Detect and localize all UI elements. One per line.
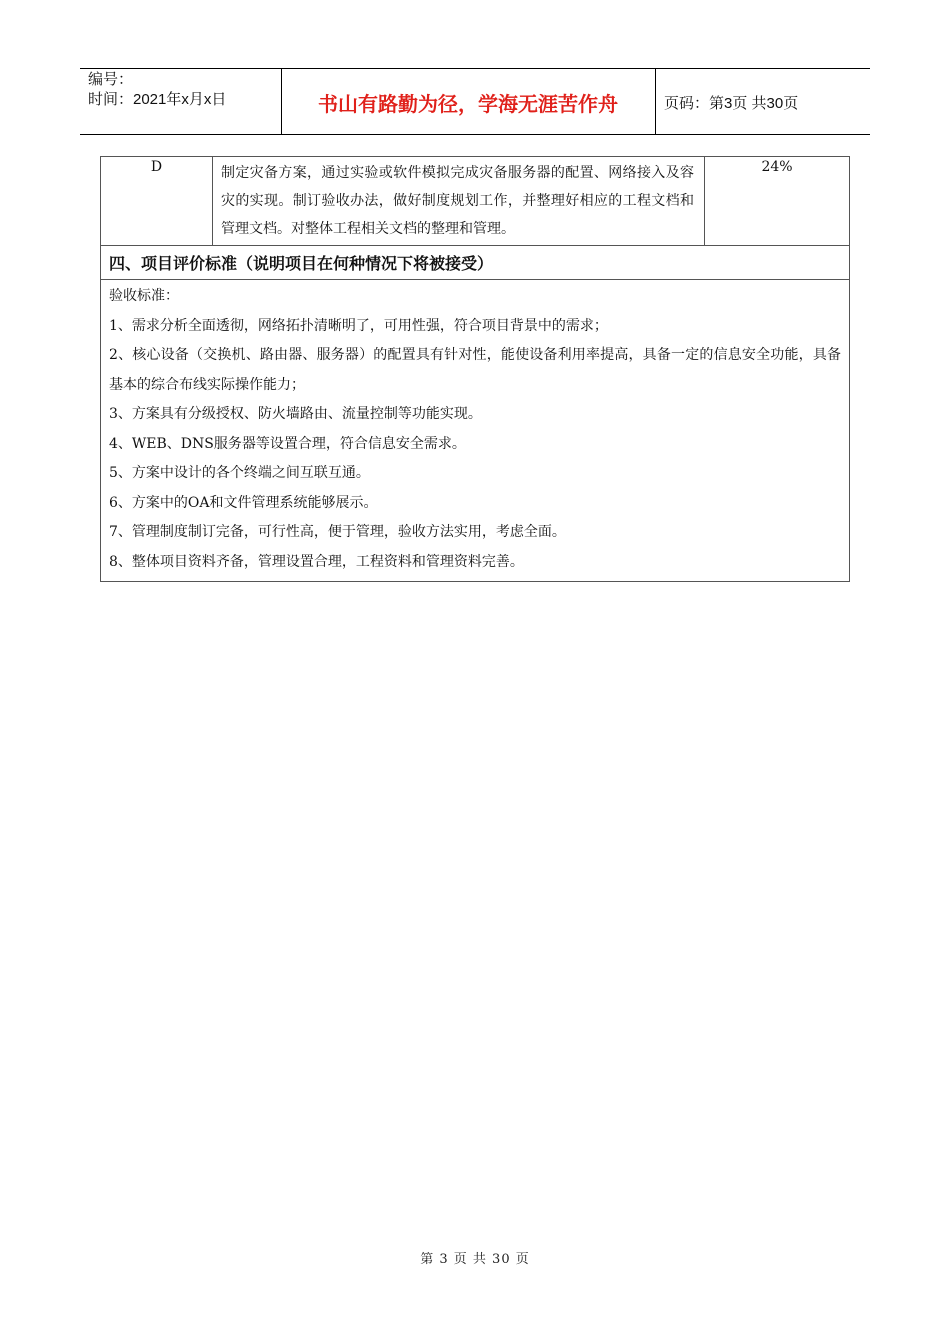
criteria-heading: 验收标准： [109, 288, 179, 304]
header-meta [88, 70, 226, 110]
criteria-row [101, 280, 850, 582]
header-bottom-rule [80, 134, 870, 135]
criteria-item: 1、需求分析全面透彻，网络拓扑清晰明了，可用性强，符合项目背景中的需求； [109, 317, 608, 334]
header-top-rule [80, 68, 870, 69]
criteria-item: 6、方案中的OA和文件管理系统能够展示。 [109, 494, 378, 511]
header-page-info: 页码：第3页 共30页 [664, 95, 799, 112]
criteria-item: 4、WEB、DNS服务器等设置合理，符合信息安全需求。 [109, 435, 466, 452]
row-label: D [101, 157, 213, 246]
header-motto: 书山有路勤为径，学海无涯苦作舟 [318, 92, 618, 116]
criteria-item: 7、管理制度制订完备，可行性高，便于管理，验收方法实用，考虑全面。 [109, 524, 566, 540]
row-description: 制定灾备方案，通过实验或软件模拟完成灾备服务器的配置、网络接入及容灾的实现。制订验收办法，做好制度规划工作，并整理好相应的工程文档和管理文档。对整体工程相关文档的整理和管理。 [213, 157, 705, 246]
project-table [100, 156, 850, 582]
criteria-item: 3、方案具有分级授权、防火墙路由、流量控制等功能实现。 [109, 406, 482, 422]
row-percent: 24% [705, 157, 850, 246]
criteria-cell [101, 280, 850, 582]
section-title: 四、项目评价标准（说明项目在何种情况下将被接受） [101, 246, 850, 280]
time-label: 时间：2021年x月x日 [88, 91, 227, 108]
page-footer: 第 3 页 共 30 页 [420, 1252, 530, 1267]
criteria-item: 5、方案中设计的各个终端之间互联互通。 [109, 465, 370, 481]
criteria-item: 8、整体项目资料齐备，管理设置合理，工程资料和管理资料完善。 [109, 553, 524, 570]
section-row [101, 246, 850, 280]
criteria-item: 2、核心设备（交换机、路由器、服务器）的配置具有针对性，能使设备利用率提高，具备一定的信息安全功能，具备基本的综合布线实际操作能力； [109, 347, 841, 393]
number-label: 编号： [88, 71, 134, 88]
table-row [101, 157, 850, 246]
header-divider-right [655, 68, 656, 135]
